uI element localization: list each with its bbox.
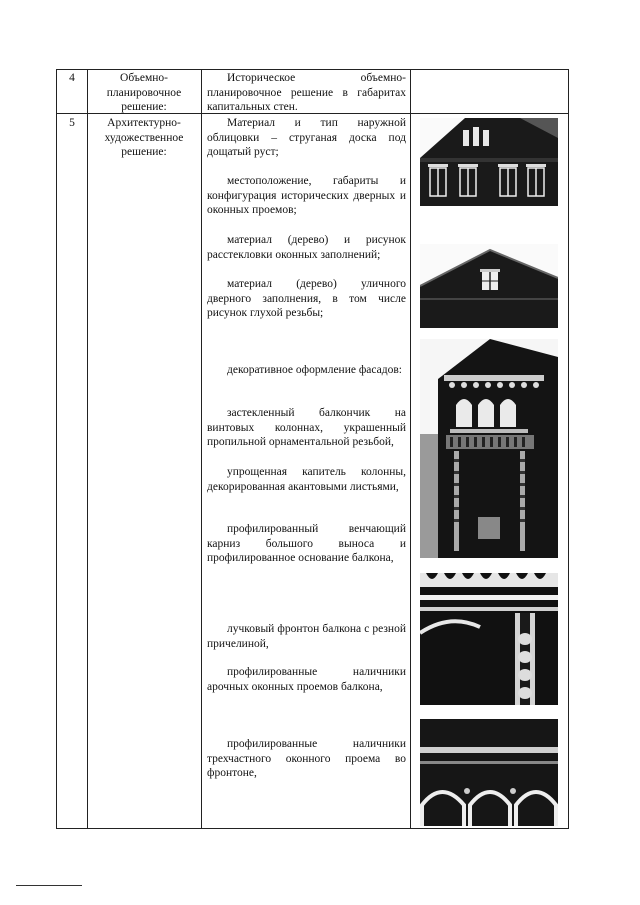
column-divider-1: [87, 69, 88, 829]
footnote-line: [16, 885, 82, 886]
row-name: Архитектурно-художественное решение:: [104, 117, 184, 158]
table-right-border: [568, 69, 569, 829]
gable-window-photo: [420, 244, 558, 328]
description-paragraph: материал (дерево) и рисунок расстекловки оконных заполнений;: [207, 234, 406, 261]
description-paragraph: профилированные наличники трехчастного оконного проема во фронтоне,: [207, 738, 406, 779]
row-name: Объемно-планировочное решение:: [106, 72, 182, 113]
balcony-photo: [420, 339, 558, 558]
description-paragraph: застекленный балкончик на винтовых колоннах, украшенный пропильной орнаментальной резьбой,: [207, 407, 406, 448]
description-paragraph: Материал и тип наружной облицовки – струганая доска под дощатый руст;: [207, 117, 406, 158]
arched-window-photo: [420, 719, 558, 826]
description-paragraph: лучковый фронтон балкона с резной причелиной,: [207, 623, 406, 650]
row-number: 5: [69, 117, 75, 129]
row-number: 4: [69, 72, 75, 84]
description-paragraph: материал (дерево) уличного дверного заполнения, в том числе рисунок глухой резьбы;: [207, 278, 406, 319]
description-paragraph: профилированный венчающий карниз большого выноса и профилированное основание балкона,: [207, 523, 406, 564]
column-divider-3: [410, 69, 411, 829]
carved-cornice-photo: [420, 573, 558, 705]
column-divider-2: [201, 69, 202, 829]
description-paragraph: профилированные наличники арочных оконных проемов балкона,: [207, 666, 406, 693]
row-description: Историческое объемно-планировочное решение в габаритах капитальных стен.: [207, 72, 406, 113]
description-paragraph: упрощенная капитель колонны, декорированная акантовыми листьями,: [207, 466, 406, 493]
description-paragraph: местоположение, габариты и конфигурация исторических дверных и оконных проемов;: [207, 175, 406, 216]
table-bottom-border: [56, 828, 569, 829]
table-left-border: [56, 69, 57, 829]
table-top-border: [56, 69, 569, 70]
description-paragraph: декоративное оформление фасадов:: [227, 364, 402, 376]
house-facade-photo: [420, 118, 558, 206]
